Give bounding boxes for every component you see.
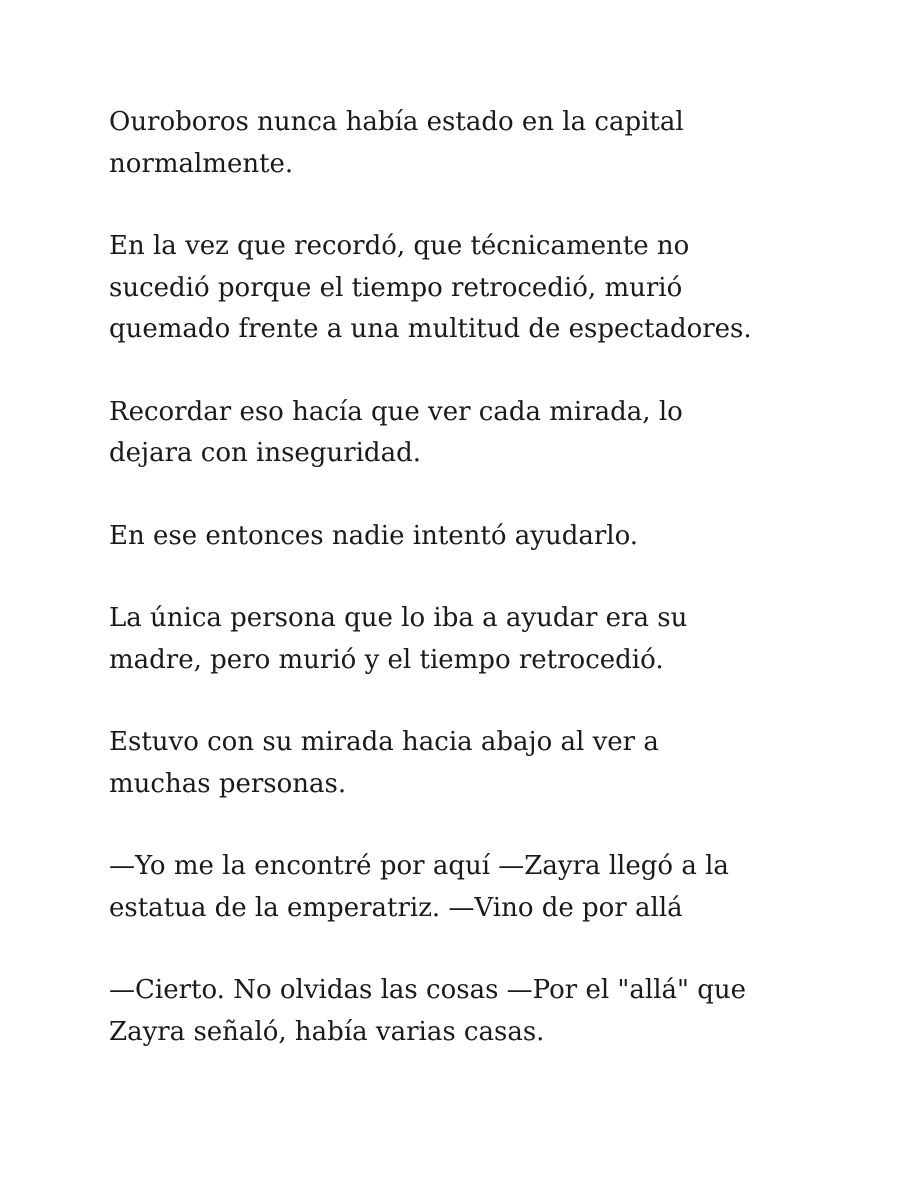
paragraph-2	[109, 226, 810, 351]
paragraph-line: normalmente.	[109, 148, 294, 179]
paragraph-line: Recordar eso hacía que ver cada mirada, lo	[109, 396, 683, 427]
paragraph-5	[109, 598, 810, 681]
paragraph-line: muchas personas.	[109, 768, 347, 799]
paragraph-6	[109, 722, 810, 805]
paragraph-1	[109, 102, 810, 185]
paragraph-line: sucedió porque el tiempo retrocedió, murió	[109, 272, 683, 303]
paragraph-line: madre, pero murió y el tiempo retrocedió.	[109, 644, 664, 675]
paragraph-line: Zayra señaló, había varias casas.	[109, 1016, 545, 1047]
paragraph-line: dejara con inseguridad.	[109, 438, 421, 468]
paragraph-line: —Cierto. No olvidas las cosas —Por el "allá" que	[109, 975, 747, 1005]
paragraph-line: estatua de la emperatriz. —Vino de por allá	[109, 892, 683, 923]
paragraph-3	[109, 392, 810, 475]
paragraph-line: La única persona que lo iba a ayudar era su	[109, 603, 688, 633]
paragraph-4	[109, 516, 810, 558]
paragraph-7	[109, 846, 810, 929]
paragraph-line: Ouroboros nunca había estado en la capital	[109, 107, 684, 137]
paragraph-line: Estuvo con su mirada hacia abajo al ver a	[109, 727, 659, 757]
paragraph-line: —Yo me la encontré por aquí —Zayra llegó a la	[109, 851, 729, 881]
paragraph-line: En ese entonces nadie intentó ayudarlo.	[109, 520, 639, 551]
paragraph-8	[109, 970, 810, 1053]
paragraph-line: quemado frente a una multitud de espectadores.	[109, 314, 752, 344]
paragraph-line: En la vez que recordó, que técnicamente no	[109, 231, 690, 261]
